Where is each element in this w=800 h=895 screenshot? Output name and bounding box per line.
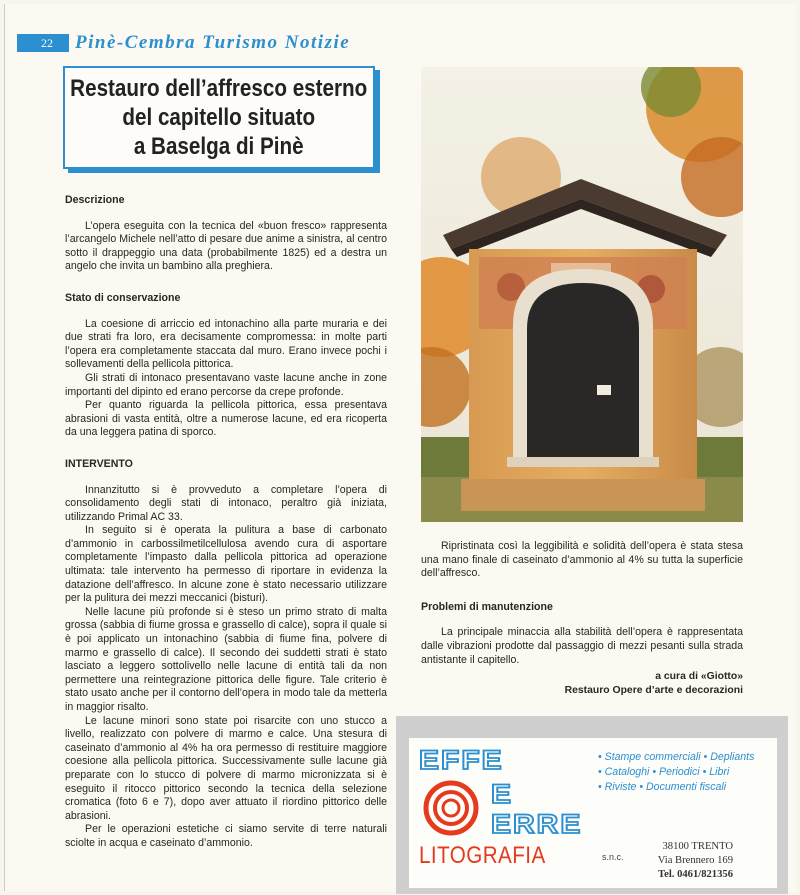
page-number: 22 (17, 34, 69, 52)
paragraph: L’opera eseguita con la tecnica del «buon fresco» rappresenta l’arcangelo Michele nell’atto di pesare due anime a sinistra, al centro sotto il drappeggio una data (probabilmente 1825) ed a destra un angelo che invita un bambino alla preghiera. (65, 219, 387, 273)
paragraph: Nelle lacune più profonde si è steso un primo strato di malta grossa (sabbia di fiume grossa e grassello di calce), sopra il quale si è poi applicato un intonachino (sabbia di fiume fina, polvere di marmo e grassello di calce). Il secondo dei suddetti strati è stato lasciato a leggero sottolivello nelle lacune di entità tali da non permettere una reintegrazione pittorica delle figure. Tale criterio è stato usato anche per il contorno dell’opera in modo tale da metterla in maggior risalto. (65, 605, 387, 713)
title-line-1: Restauro dell’affresco esterno (70, 75, 368, 102)
article-title (70, 74, 367, 161)
series-title: Pinè-Cembra Turismo Notizie (75, 32, 351, 53)
paragraph: La principale minaccia alla stabilità dell’opera è rappresentata dalle vibrazioni prodotte dal passaggio di mezzi pesanti sulla strada antistante il capitello. (421, 626, 743, 666)
address-street: Via Brennero 169 (657, 855, 733, 866)
services-list (598, 750, 754, 795)
logo-word-litografia: LITOGRAFIA (419, 842, 546, 869)
service-line: • Stampe commerciali • Depliants (598, 751, 755, 763)
title-line-3: a Baselga di Pinè (134, 133, 304, 160)
phone-number: Tel. 0461/821356 (658, 869, 733, 880)
section-intervento (65, 458, 387, 851)
credit-line-1: a cura di «Giotto» (655, 671, 743, 683)
service-line: • Riviste • Documenti fiscali (598, 781, 727, 793)
address-block (658, 840, 733, 882)
title-line-2: del capitello situato (122, 104, 316, 131)
advertisement (396, 716, 788, 894)
magazine-page (4, 4, 796, 891)
logo-word-e: E (491, 779, 514, 810)
paragraph: Per quanto riguarda la pellicola pittorica, essa presentava abrasioni di vasta entità, oltre a numerose lacune, ed era ricoperta da una leggera patina di sporco. (65, 399, 387, 439)
logo-word-erre: ERRE (491, 809, 583, 840)
chapel-photo (421, 67, 743, 522)
paragraph: Innanzitutto si è provveduto a completare l’opera di consolidamento degli stati di intonaco, peraltro già iniziata, utilizzando Primal AC 33. (65, 483, 387, 523)
section-stato (65, 292, 387, 440)
paragraph: In seguito si è operata la pulitura a base di carbonato d’ammonio in carbossilmetilcellulosa avendo cura di asportare completamente l’impasto dalla pellicola pittorica ad operazione ultimata: tale intervento ha permesso di riportare in evidenza la datazione dell’affresco. In alcune zone è stato necessario utilizzare per la pulitura dei mezzi meccanici (bisturi). (65, 524, 387, 605)
continuation-paragraph: Ripristinata così la leggibilità e solidità dell’opera è stata stesa una mano finale di caseinato d’ammonio al 4% su tutta la superficie dell’affresco. (421, 540, 743, 580)
address-city: 38100 TRENTO (662, 841, 733, 852)
paragraph: Le lacune minori sono state poi risarcite con uno stucco a livello, realizzato con polvere di marmo e calce. Una stesura di caseinato d’ammonio al 4% ha ora permesso di restituire maggiore coesione alla pellicola pittorica. Successivamente sulle lacune già preparate con lo stucco di polvere di marmo micronizzata si è eseguito il ritocco pittorico secondo la tecnica della selezione cromatica (foto 6 e 7), dopo aver attuato il riordino pittorico delle abrasioni. (65, 714, 387, 822)
ad-panel (409, 738, 777, 888)
left-column (65, 194, 387, 869)
chapel-illustration (421, 67, 743, 522)
article-title-box (63, 66, 375, 169)
page-header (17, 33, 350, 53)
heading-problemi: Problemi di manutenzione (421, 600, 553, 613)
paragraph: Gli strati di intonaco presentavano vaste lacune anche in zone importanti del dipinto ed erano percorse da crepe profonde. (65, 371, 387, 398)
logo-word-effe: EFFE (419, 745, 504, 776)
paragraph: La coesione di arriccio ed intonachino alla parte muraria e dei due strati fra loro, era decisamente compromessa: in molte parti l’opera era completamente staccata dal muro. Erano invece pochi i sollevamenti della pellicola pittorica. (65, 317, 387, 371)
company-suffix: s.n.c. (602, 852, 624, 862)
heading-intervento: INTERVENTO (65, 457, 133, 470)
paragraph: Per le operazioni estetiche ci siamo servite di terre naturali sciolte in acqua e caseinato d’ammonio. (65, 823, 387, 849)
section-descrizione (65, 194, 387, 274)
heading-descrizione: Descrizione (65, 194, 125, 206)
heading-stato: Stato di conservazione (65, 291, 181, 304)
credit (421, 670, 743, 698)
credit-line-2: Restauro Opere d’arte e decorazioni (564, 685, 743, 697)
right-column (421, 540, 743, 698)
service-line: • Cataloghi • Periodici • Libri (598, 766, 730, 778)
logo-circle-icon (423, 780, 479, 836)
